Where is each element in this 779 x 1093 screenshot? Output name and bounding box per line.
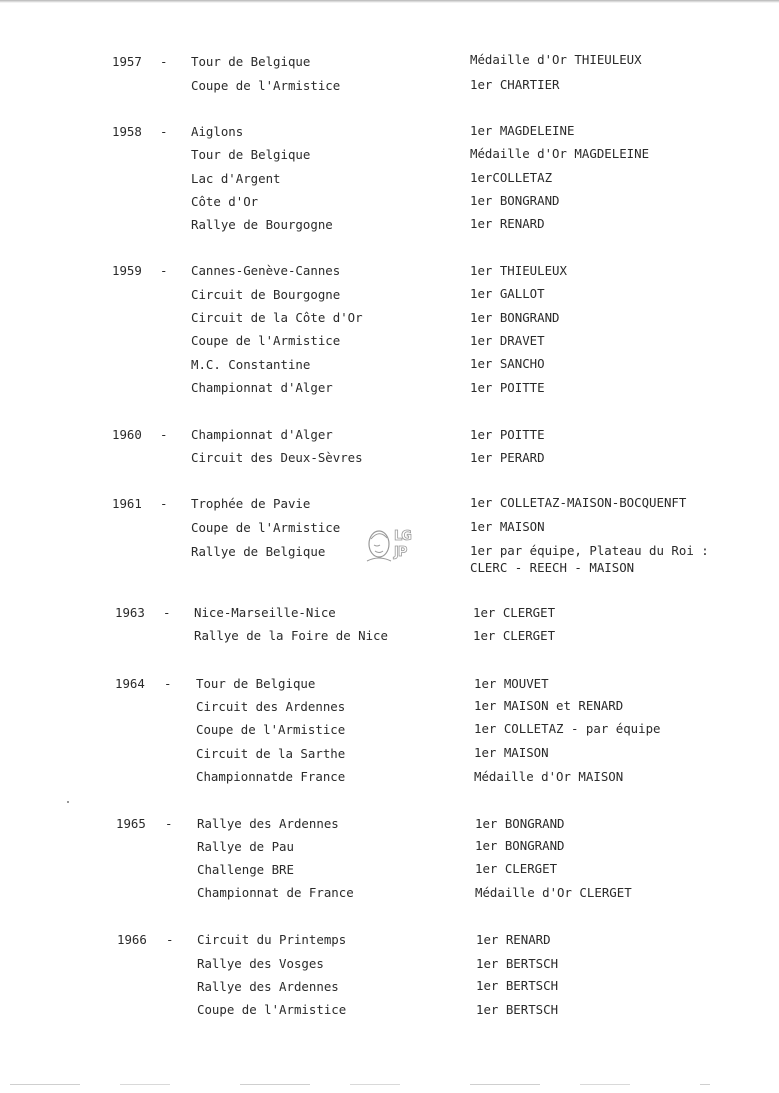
event-name: Rallye des Ardennes — [197, 979, 339, 994]
event-result: 1er POITTE — [470, 380, 545, 395]
entry-row — [0, 310, 779, 328]
entry-row — [0, 885, 779, 903]
event-result: 1er MOUVET — [474, 676, 549, 691]
entry-row — [0, 427, 779, 445]
year-dash: - — [166, 932, 174, 947]
event-name: Circuit des Deux-Sèvres — [191, 450, 363, 465]
event-result-line1: 1er par équipe, Plateau du Roi : — [470, 543, 709, 558]
event-result: 1er BERTSCH — [476, 956, 559, 971]
event-result: 1er DRAVET — [470, 333, 545, 348]
event-result: 1er MAGDELEINE — [470, 123, 575, 138]
entry-row — [0, 78, 779, 96]
event-result: 1er BONGRAND — [470, 310, 560, 325]
entry-row — [0, 676, 779, 694]
event-name: Coupe de l'Armistice — [191, 520, 341, 535]
year-dash: - — [160, 496, 168, 511]
year-label: 1960 — [112, 427, 142, 442]
event-name: Rallye de Bourgogne — [191, 217, 333, 232]
portrait-stamp-icon — [365, 525, 421, 565]
entry-row — [0, 217, 779, 235]
year-dash: - — [163, 605, 171, 620]
event-name: Cannes-Genève-Cannes — [191, 263, 341, 278]
event-name: Circuit de Bourgogne — [191, 287, 341, 302]
event-name: Championnat d'Alger — [191, 380, 333, 395]
event-result: 1er COLLETAZ - par équipe — [474, 721, 661, 736]
entry-row — [0, 932, 779, 950]
event-name: Circuit de la Côte d'Or — [191, 310, 363, 325]
event-result: 1er CLERGET — [475, 861, 558, 876]
event-result: Médaille d'Or THIEULEUX — [470, 52, 642, 67]
year-label: 1964 — [115, 676, 145, 691]
event-name: Coupe de l'Armistice — [197, 1002, 347, 1017]
watermark-text-top: LG — [394, 529, 411, 544]
entry-row — [0, 722, 779, 740]
event-name: Championnat de France — [197, 885, 354, 900]
entry-row — [0, 263, 779, 281]
entry-row — [0, 54, 779, 72]
year-dash: - — [160, 54, 168, 69]
event-name: Rallye de la Foire de Nice — [194, 628, 388, 643]
event-result: 1er BERTSCH — [476, 978, 559, 993]
event-name: Championnat d'Alger — [191, 427, 333, 442]
event-result: 1er RENARD — [476, 932, 551, 947]
entry-row — [0, 171, 779, 189]
event-name: Trophée de Pavie — [191, 496, 311, 511]
event-result: 1er RENARD — [470, 216, 545, 231]
entry-row — [0, 605, 779, 623]
page-bottom-edge — [10, 1084, 710, 1085]
year-dash: - — [160, 263, 168, 278]
event-name: Tour de Belgique — [191, 147, 311, 162]
event-result: 1er BONGRAND — [470, 193, 560, 208]
entry-row — [0, 839, 779, 857]
event-result: 1er COLLETAZ-MAISON-BOCQUENFT — [470, 495, 687, 510]
event-result-line2: CLERC - REECH - MAISON — [470, 560, 635, 575]
entry-row — [0, 496, 779, 514]
year-label: 1958 — [112, 124, 142, 139]
entry-row — [0, 699, 779, 717]
event-result: 1er BERTSCH — [476, 1002, 559, 1017]
entry-row — [0, 147, 779, 165]
entry-row — [0, 979, 779, 997]
event-result: 1er MAISON — [470, 519, 545, 534]
event-result: Médaille d'Or CLERGET — [475, 885, 632, 900]
event-result: 1er CLERGET — [473, 605, 556, 620]
entry-row — [0, 862, 779, 880]
event-name: Rallye de Belgique — [191, 544, 326, 559]
event-name: Aiglons — [191, 124, 244, 139]
year-dash: - — [160, 427, 168, 442]
event-name: Circuit de la Sarthe — [196, 746, 346, 761]
event-name: Rallye des Ardennes — [197, 816, 339, 831]
year-dash: - — [165, 816, 173, 831]
year-label: 1961 — [112, 496, 142, 511]
entry-row — [0, 450, 779, 468]
event-name: Coupe de l'Armistice — [196, 722, 346, 737]
event-result: 1erCOLLETAZ — [470, 170, 553, 185]
entry-row — [0, 194, 779, 212]
event-name: Tour de Belgique — [191, 54, 311, 69]
event-result: 1er CHARTIER — [470, 77, 560, 92]
entry-row — [0, 746, 779, 764]
event-result: 1er CLERGET — [473, 628, 556, 643]
year-dash: - — [164, 676, 172, 691]
entry-row — [0, 1002, 779, 1020]
event-result: 1er PERARD — [470, 450, 545, 465]
entry-row — [0, 124, 779, 142]
year-label: 1957 — [112, 54, 142, 69]
event-name: Lac d'Argent — [191, 171, 281, 186]
event-name: Challenge BRE — [197, 862, 294, 877]
lgjp-watermark — [365, 525, 421, 565]
event-result: 1er BONGRAND — [475, 816, 565, 831]
event-result: 1er THIEULEUX — [470, 263, 567, 278]
event-name: Circuit des Ardennes — [196, 699, 346, 714]
year-label: 1963 — [115, 605, 145, 620]
event-result: 1er MAISON — [474, 745, 549, 760]
entry-row — [0, 769, 779, 787]
entry-row — [0, 357, 779, 375]
event-result: 1er BONGRAND — [475, 838, 565, 853]
event-result: 1er SANCHO — [470, 356, 545, 371]
event-name: Coupe de l'Armistice — [191, 333, 341, 348]
year-label: 1966 — [117, 932, 147, 947]
event-result: 1er GALLOT — [470, 286, 545, 301]
entry-row — [0, 287, 779, 305]
event-name: Circuit du Printemps — [197, 932, 347, 947]
event-result: Médaille d'Or MAGDELEINE — [470, 146, 650, 161]
event-result — [470, 542, 709, 576]
page-top-edge — [0, 0, 779, 3]
year-label: 1959 — [112, 263, 142, 278]
year-label: 1965 — [116, 816, 146, 831]
event-name: Championnatde France — [196, 769, 346, 784]
event-name: Rallye des Vosges — [197, 956, 324, 971]
page-speck — [67, 801, 69, 803]
entry-row — [0, 628, 779, 646]
event-result: 1er POITTE — [470, 427, 545, 442]
entry-row — [0, 816, 779, 834]
entry-row — [0, 333, 779, 351]
event-name: Côte d'Or — [191, 194, 259, 209]
event-name: Coupe de l'Armistice — [191, 78, 341, 93]
entry-row — [0, 956, 779, 974]
year-dash: - — [160, 124, 168, 139]
watermark-text-bottom: JP — [394, 545, 407, 560]
event-result: Médaille d'Or MAISON — [474, 769, 624, 784]
event-name: M.C. Constantine — [191, 357, 311, 372]
event-name: Rallye de Pau — [197, 839, 294, 854]
event-name: Nice-Marseille-Nice — [194, 605, 336, 620]
entry-row — [0, 380, 779, 398]
event-name: Tour de Belgique — [196, 676, 316, 691]
event-result: 1er MAISON et RENARD — [474, 698, 624, 713]
